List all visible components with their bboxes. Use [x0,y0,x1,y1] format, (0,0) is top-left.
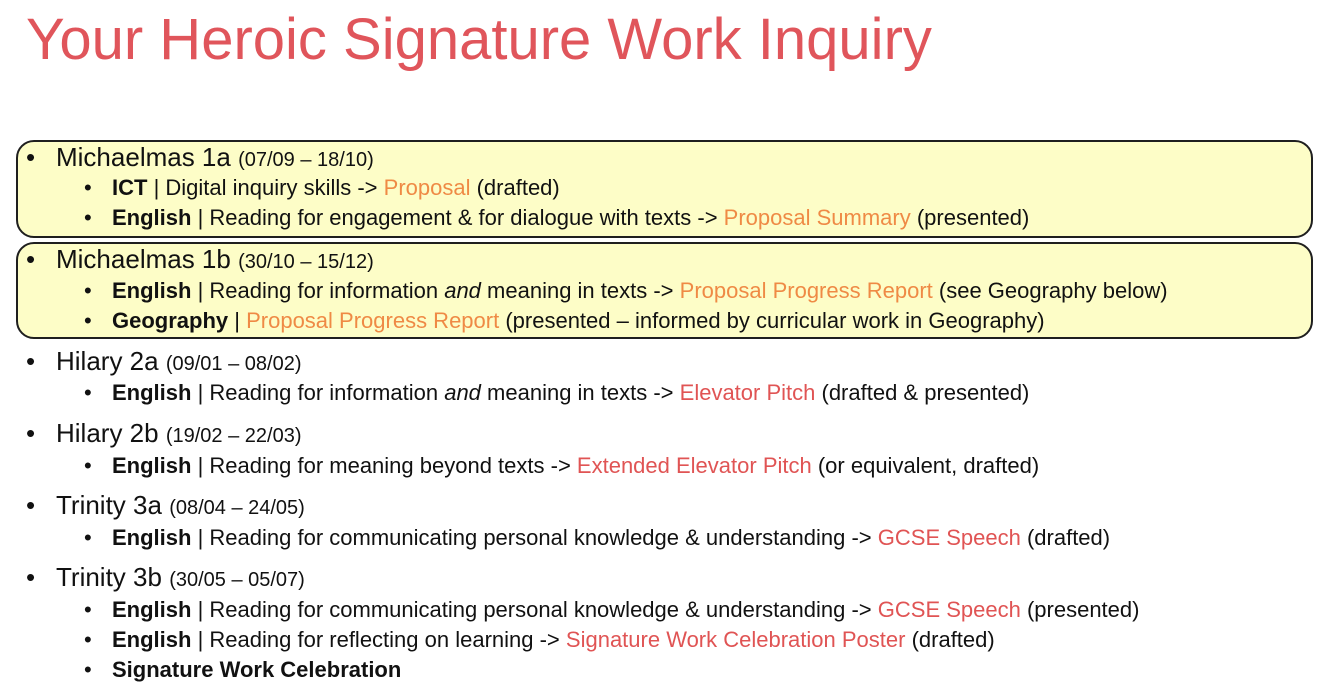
list-item [84,453,1039,479]
term-name [56,562,305,593]
subject-label: English [112,597,192,622]
bullet: • [84,597,92,622]
item-status: (presented) [1020,597,1140,622]
output-label: Proposal Progress Report [246,308,500,333]
item-text: Reading for information [209,380,445,405]
term-label: Hilary 2b [56,418,166,448]
list-item [84,525,1110,551]
bullet: • [26,490,36,520]
term-label: Hilary 2a [56,346,166,376]
separator: | [147,175,166,200]
item-text: Reading for communicating personal knowledge & understanding -> [209,597,878,622]
output-label: Proposal Summary [723,205,911,230]
item-status: (presented) [910,205,1030,230]
list-item [84,657,401,683]
separator: | [191,205,210,230]
output-label: Signature Work Celebration Poster [565,627,906,652]
term-dates: (30/10 – 15/12) [238,251,374,273]
term-name [56,346,301,377]
subject-label: English [112,453,192,478]
output-label: Proposal [383,175,471,200]
bullet: • [84,205,92,230]
term-label: Michaelmas 1b [56,244,239,274]
subject-label: English [112,205,192,230]
term-dates: (30/05 – 05/07) [169,569,305,591]
item-status: (presented – informed by curricular work in Geography) [499,308,1045,333]
separator: | [191,453,210,478]
separator: | [191,597,210,622]
bullet: • [26,418,36,448]
bullet: • [84,175,92,200]
item-text: Reading for communicating personal knowledge & understanding -> [209,525,878,550]
list-item [84,627,995,653]
separator: | [228,308,247,333]
bullet: • [84,657,92,682]
list-item [84,175,560,201]
item-status: (drafted) [470,175,560,200]
separator: | [191,627,210,652]
list-item [84,380,1029,406]
list-item [84,205,1029,231]
term-label: Michaelmas 1a [56,142,239,172]
subject-label: English [112,627,192,652]
bullet: • [84,453,92,478]
subject-label: English [112,278,192,303]
bullet: • [26,142,36,172]
output-label: Extended Elevator Pitch [576,453,812,478]
item-text: meaning in texts -> [480,380,680,405]
separator: | [191,278,210,303]
output-label: Elevator Pitch [679,380,816,405]
subject-label: English [112,525,192,550]
term-name [56,418,301,449]
list-item [84,308,1045,334]
list-item [84,597,1139,623]
item-text: Reading for information [209,278,445,303]
item-text: meaning in texts -> [480,278,680,303]
separator: | [191,380,210,405]
term-label: Trinity 3a [56,490,170,520]
bullet: • [84,627,92,652]
bullet: • [84,380,92,405]
bullet: • [84,278,92,303]
item-text: Reading for engagement & for dialogue with texts -> [209,205,724,230]
term-label: Trinity 3b [56,562,170,592]
term-dates: (08/04 – 24/05) [169,497,305,519]
item-status: (drafted) [1020,525,1111,550]
item-status: (drafted & presented) [815,380,1030,405]
item-text: Reading for meaning beyond texts -> [209,453,577,478]
item-status: (or equivalent, drafted) [811,453,1040,478]
item-status: (drafted) [905,627,995,652]
term-dates: (19/02 – 22/03) [165,425,302,447]
list-item [84,278,1168,304]
output-label: GCSE Speech [877,525,1021,550]
subject-label: Geography [112,308,229,333]
bullet: • [84,525,92,550]
item-emphasis: and [444,380,481,405]
output-label: GCSE Speech [877,597,1021,622]
bullet: • [26,244,36,274]
item-emphasis: and [444,278,481,303]
item-text: Reading for reflecting on learning -> [209,627,566,652]
page-title: Your Heroic Signature Work Inquiry [26,7,932,72]
item-text: Digital inquiry skills -> [165,175,384,200]
output-label: Proposal Progress Report [679,278,933,303]
bullet: • [84,308,92,333]
bullet: • [26,562,36,592]
subject-label: ICT [112,175,148,200]
term-dates: (09/01 – 08/02) [165,353,302,375]
term-dates: (07/09 – 18/10) [238,149,374,171]
item-status: (see Geography below) [932,278,1168,303]
term-name [56,490,305,521]
term-name [56,142,374,173]
separator: | [191,525,210,550]
term-name [56,244,374,275]
subject-label: Signature Work Celebration [112,657,402,682]
bullet: • [26,346,36,376]
subject-label: English [112,380,192,405]
